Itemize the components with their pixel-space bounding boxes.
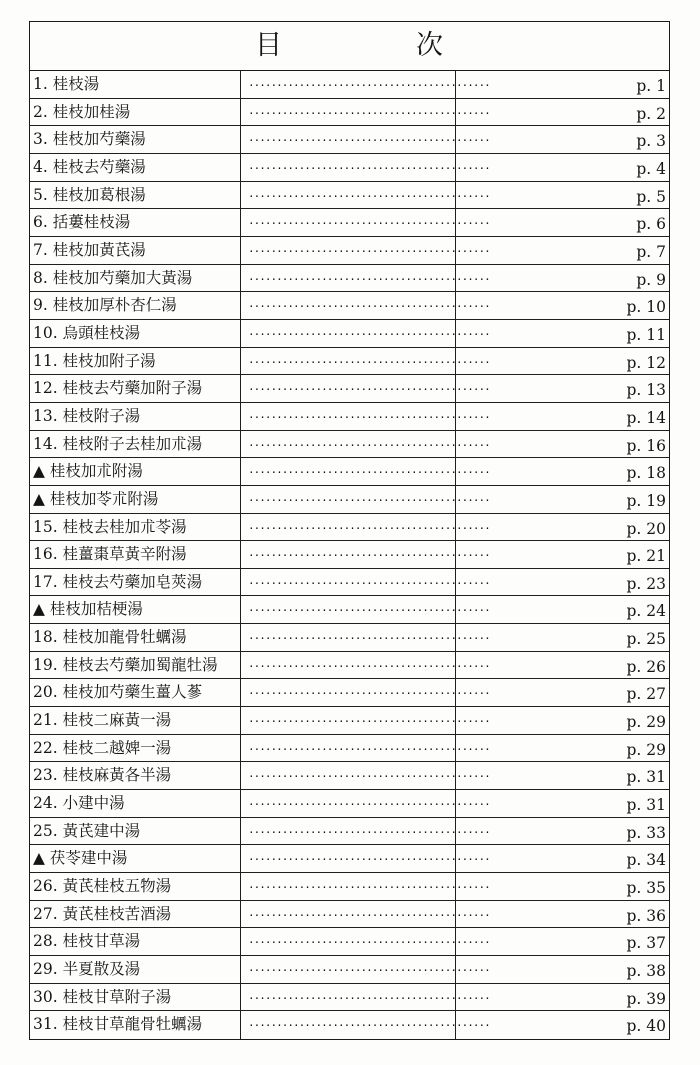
toc-row [30, 431, 669, 459]
toc-dot-leader: ........................................... [241, 237, 456, 264]
toc-dot-leader: ........................................... [241, 265, 456, 292]
toc-entry-title: 17. 桂枝去芍藥加皂莢湯 [30, 569, 241, 596]
toc-page-number: p. 39 [626, 989, 666, 1008]
toc-row [30, 956, 669, 984]
toc-dot-leader: ........................................... [241, 99, 456, 126]
toc-entry-title: 13. 桂枝附子湯 [30, 403, 241, 430]
toc-entry-title: 28. 桂枝甘草湯 [30, 928, 241, 955]
toc-row [30, 237, 669, 265]
toc-page-number: p. 33 [626, 823, 666, 842]
toc-entry-title: 2. 桂枝加桂湯 [30, 99, 241, 126]
table-of-contents [29, 21, 670, 1040]
toc-title-right-char: 次 [416, 30, 443, 61]
toc-entry-title: 10. 烏頭桂枝湯 [30, 320, 241, 347]
toc-entry-title: 5. 桂枝加葛根湯 [30, 182, 241, 209]
toc-page-number: p. 34 [626, 851, 666, 870]
toc-entry-title: ▲ 桂枝加桔梗湯 [30, 596, 241, 623]
toc-page-number: p. 11 [626, 325, 666, 344]
toc-entry-title: 11. 桂枝加附子湯 [30, 348, 241, 375]
toc-row [30, 679, 669, 707]
toc-row [30, 126, 669, 154]
toc-entry-title: 4. 桂枝去芍藥湯 [30, 154, 241, 181]
toc-dot-leader: ........................................... [241, 624, 456, 651]
toc-dot-leader: ........................................... [241, 71, 456, 98]
toc-row [30, 209, 669, 237]
toc-dot-leader: ........................................... [241, 790, 456, 817]
toc-entry-title: 7. 桂枝加黃芪湯 [30, 237, 241, 264]
toc-dot-leader: ........................................... [241, 375, 456, 402]
toc-row [30, 154, 669, 182]
toc-page-number: p. 40 [626, 1017, 666, 1036]
toc-row [30, 790, 669, 818]
toc-entry-title: 31. 桂枝甘草龍骨牡蠣湯 [30, 1011, 241, 1039]
toc-page-number: p. 35 [626, 879, 666, 898]
toc-row [30, 375, 669, 403]
toc-page-number: p. 27 [626, 685, 666, 704]
toc-dot-leader: ........................................... [241, 292, 456, 319]
toc-entry-title: 30. 桂枝甘草附子湯 [30, 984, 241, 1011]
toc-dot-leader: ........................................... [241, 403, 456, 430]
toc-page-number: p. 29 [626, 740, 666, 759]
toc-entry-title: 14. 桂枝附子去桂加朮湯 [30, 431, 241, 458]
toc-page-number: p. 31 [626, 768, 666, 787]
toc-row [30, 486, 669, 514]
toc-row [30, 348, 669, 376]
toc-page-number: p. 23 [626, 574, 666, 593]
toc-row [30, 99, 669, 127]
toc-row [30, 569, 669, 597]
toc-page-number: p. 21 [626, 547, 666, 566]
toc-dot-leader: ........................................... [241, 873, 456, 900]
toc-entry-title: 1. 桂枝湯 [30, 71, 241, 98]
toc-row [30, 901, 669, 929]
toc-page-number: p. 38 [626, 962, 666, 980]
toc-page-number: p. 18 [626, 464, 666, 483]
toc-dot-leader: ........................................... [241, 486, 456, 513]
toc-dot-leader: ........................................... [241, 569, 456, 596]
toc-entry-title: ▲ 桂枝加朮附湯 [30, 458, 241, 485]
toc-dot-leader: ........................................... [241, 514, 456, 541]
toc-entry-title: 18. 桂枝加龍骨牡蠣湯 [30, 624, 241, 651]
toc-entry-title: 6. 括蔞桂枝湯 [30, 209, 241, 236]
toc-dot-leader: ........................................... [241, 458, 456, 485]
toc-page-number: p. 29 [626, 713, 666, 732]
toc-row [30, 845, 669, 873]
toc-row [30, 514, 669, 542]
toc-title-left-char: 目 [255, 30, 282, 61]
toc-page-number: p. 13 [626, 381, 666, 400]
toc-row [30, 818, 669, 846]
toc-row [30, 652, 669, 680]
toc-page-number: p. 24 [626, 602, 666, 621]
toc-dot-leader: ........................................... [241, 956, 456, 983]
toc-entry-title: 26. 黃芪桂枝五物湯 [30, 873, 241, 900]
toc-row [30, 762, 669, 790]
toc-dot-leader: ........................................... [241, 182, 456, 209]
toc-dot-leader: ........................................... [241, 984, 456, 1011]
toc-row [30, 71, 669, 99]
toc-dot-leader: ........................................... [241, 901, 456, 928]
toc-page-number: p. 6 [636, 215, 666, 234]
toc-page-number: p. 9 [636, 270, 666, 289]
toc-entry-title: 21. 桂枝二麻黃一湯 [30, 707, 241, 734]
toc-dot-leader: ........................................... [241, 707, 456, 734]
toc-row [30, 320, 669, 348]
toc-page-number: p. 16 [626, 436, 666, 455]
toc-page-number: p. 36 [626, 906, 666, 925]
toc-row [30, 1011, 669, 1039]
toc-page-number: p. 19 [626, 491, 666, 510]
toc-entry-title: 12. 桂枝去芍藥加附子湯 [30, 375, 241, 402]
toc-dot-leader: ........................................... [241, 818, 456, 845]
toc-dot-leader: ........................................... [241, 126, 456, 153]
toc-dot-leader: ........................................... [241, 1011, 456, 1039]
toc-entry-title: 27. 黃芪桂枝苦酒湯 [30, 901, 241, 928]
toc-row [30, 735, 669, 763]
toc-page-number: p. 25 [626, 630, 666, 649]
toc-body [30, 71, 669, 1039]
toc-dot-leader: ........................................... [241, 735, 456, 762]
toc-entry-title: 25. 黃芪建中湯 [30, 818, 241, 845]
toc-entry-title: 15. 桂枝去桂加朮苓湯 [30, 514, 241, 541]
toc-header [30, 22, 669, 71]
toc-entry-title: 29. 半夏散及湯 [30, 956, 241, 983]
toc-page-number: p. 31 [626, 796, 666, 815]
toc-entry-title: 23. 桂枝麻黃各半湯 [30, 762, 241, 789]
toc-entry-title: ▲ 桂枝加苓朮附湯 [30, 486, 241, 513]
toc-entry-title: 20. 桂枝加芍藥生薑人蔘 [30, 679, 241, 706]
toc-page-number: p. 1 [636, 77, 666, 95]
toc-row [30, 458, 669, 486]
toc-entry-title: 16. 桂薑棗草黃辛附湯 [30, 541, 241, 568]
toc-dot-leader: ........................................... [241, 209, 456, 236]
toc-dot-leader: ........................................... [241, 652, 456, 679]
toc-entry-title: 3. 桂枝加芍藥湯 [30, 126, 241, 153]
toc-row [30, 403, 669, 431]
toc-page-number: p. 37 [626, 934, 666, 953]
toc-entry-title: 19. 桂枝去芍藥加蜀龍牡湯 [30, 652, 241, 679]
toc-page-number: p. 5 [636, 187, 666, 206]
toc-entry-title: 8. 桂枝加芍藥加大黃湯 [30, 265, 241, 292]
toc-row [30, 928, 669, 956]
toc-dot-leader: ........................................... [241, 928, 456, 955]
toc-row [30, 873, 669, 901]
toc-page-number: p. 3 [636, 132, 666, 151]
toc-row [30, 624, 669, 652]
toc-page-number: p. 20 [626, 519, 666, 538]
toc-dot-leader: ........................................... [241, 431, 456, 458]
toc-dot-leader: ........................................... [241, 679, 456, 706]
toc-page-number: p. 4 [636, 159, 666, 178]
toc-row [30, 984, 669, 1012]
toc-row [30, 182, 669, 210]
toc-row [30, 265, 669, 293]
toc-dot-leader: ........................................... [241, 154, 456, 181]
toc-page-number: p. 7 [636, 242, 666, 261]
toc-dot-leader: ........................................... [241, 348, 456, 375]
toc-page-number: p. 10 [626, 298, 666, 317]
toc-page-number: p. 26 [626, 657, 666, 676]
toc-page-number: p. 2 [636, 104, 666, 123]
toc-dot-leader: ........................................... [241, 762, 456, 789]
toc-entry-title: 24. 小建中湯 [30, 790, 241, 817]
toc-dot-leader: ........................................... [241, 845, 456, 872]
toc-dot-leader: ........................................... [241, 541, 456, 568]
toc-row [30, 292, 669, 320]
toc-row [30, 541, 669, 569]
toc-dot-leader: ........................................... [241, 320, 456, 347]
toc-page-number: p. 14 [626, 408, 666, 427]
toc-row [30, 707, 669, 735]
toc-entry-title: 9. 桂枝加厚朴杏仁湯 [30, 292, 241, 319]
toc-page-number: p. 12 [626, 353, 666, 372]
toc-entry-title: ▲ 茯苓建中湯 [30, 845, 241, 872]
toc-row [30, 596, 669, 624]
toc-entry-title: 22. 桂枝二越婢一湯 [30, 735, 241, 762]
toc-dot-leader: ........................................... [241, 596, 456, 623]
